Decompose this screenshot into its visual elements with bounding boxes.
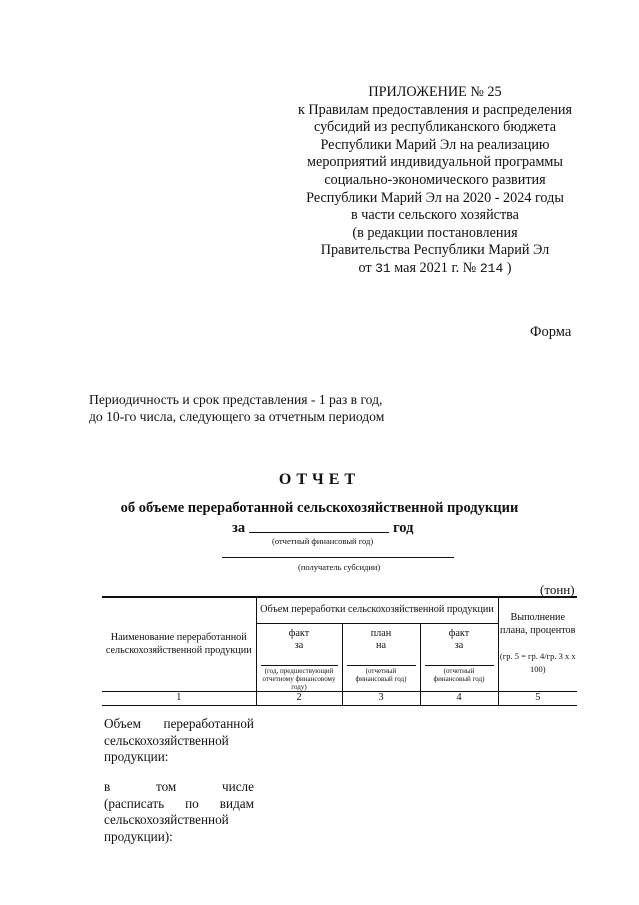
form-label: Форма (530, 324, 572, 340)
col-number-5: 5 (498, 692, 577, 706)
col-number-2: 2 (256, 692, 342, 706)
col-number-4: 4 (420, 692, 498, 706)
row-text: продукции: (104, 749, 169, 764)
appendix-block (270, 84, 600, 278)
fact-current-caption: (отчетный финансовый год) (425, 665, 494, 683)
fact-current-mid: за (454, 640, 464, 651)
recipient-line (222, 557, 454, 558)
date-mid: мая 2021 г. № (394, 259, 477, 276)
date-number: 214 (479, 260, 504, 276)
date-day: 31 (375, 260, 391, 276)
report-period-line (232, 518, 413, 537)
periodicity-line: Периодичность и срок представления - 1 раз в год, (89, 392, 383, 407)
fact-prev-caption: (год, предшествующий отчетному финансовому году) (262, 667, 336, 691)
report-subtitle: об объеме переработанной сельскохозяйственной продукции (120, 500, 519, 516)
fact-prev-label: факт (288, 627, 310, 639)
header-fact-prev (256, 623, 342, 692)
header-product-name: Наименование переработанной сельскохозяйственной продукции (102, 597, 256, 692)
appendix-line: Республики Марий Эл на 2020 - 2024 годы (306, 189, 564, 206)
row-text: сельскохозяйственной (104, 812, 229, 827)
header-fact-current (420, 623, 498, 692)
row-text: в том числе (104, 779, 254, 794)
appendix-line: мероприятий индивидуальной программы (307, 154, 563, 171)
plan-label: план (370, 627, 392, 639)
caption-year: (отчетный финансовый год) (272, 536, 374, 546)
header-volume-group: Объем переработки сельскохозяйственной продукции (256, 597, 498, 623)
appendix-title: ПРИЛОЖЕНИЕ № 25 (368, 84, 502, 100)
date-prefix: от (358, 259, 372, 276)
row-total-volume (104, 716, 254, 766)
appendix-line: к Правилам предоставления и распределения (297, 101, 573, 118)
appendix-line: социально-экономического развития (324, 171, 546, 188)
row-text: сельскохозяйственной (104, 732, 229, 748)
date-suffix: ) (506, 259, 512, 276)
report-table (102, 596, 577, 706)
period-prefix: за (232, 520, 246, 536)
plan-caption: (отчетный финансовый год) (347, 665, 416, 683)
row-including (104, 779, 254, 845)
header-plan (342, 623, 420, 692)
appendix-line: Правительства Республики Марий Эл (320, 242, 550, 259)
appendix-line: Республики Марий Эл на реализацию (320, 136, 550, 153)
fact-current-label: факт (448, 627, 470, 639)
unit-label: (тонн) (540, 582, 575, 597)
col-number-1: 1 (102, 692, 256, 706)
report-title: ОТЧЕТ (278, 471, 361, 488)
fact-prev-mid: за (294, 640, 304, 651)
plan-mid: на (376, 640, 386, 651)
periodicity-block (89, 391, 384, 425)
col-number-3: 3 (342, 692, 420, 706)
row-text: (расписать по видам (104, 795, 254, 811)
header-plan-completion (498, 597, 577, 692)
caption-recipient: (получатель субсидии) (298, 562, 381, 572)
appendix-line: (в редакции постановления (352, 224, 518, 241)
row-text: Объем переработанной (104, 716, 254, 731)
periodicity-line: до 10-го числа, следующего за отчетным периодом (89, 409, 385, 424)
period-suffix: год (393, 520, 414, 536)
row-text: продукции): (104, 828, 173, 844)
appendix-date-line (270, 260, 600, 278)
appendix-line: в части сельского хозяйства (351, 207, 519, 224)
plan-completion-formula: (гр. 5 = гр. 4/гр. 3 х х 100) (499, 650, 576, 675)
period-blank (249, 518, 389, 533)
plan-completion-label: Выполнение плана, процентов (500, 612, 576, 636)
appendix-line: субсидий из республиканского бюджета (313, 119, 557, 136)
